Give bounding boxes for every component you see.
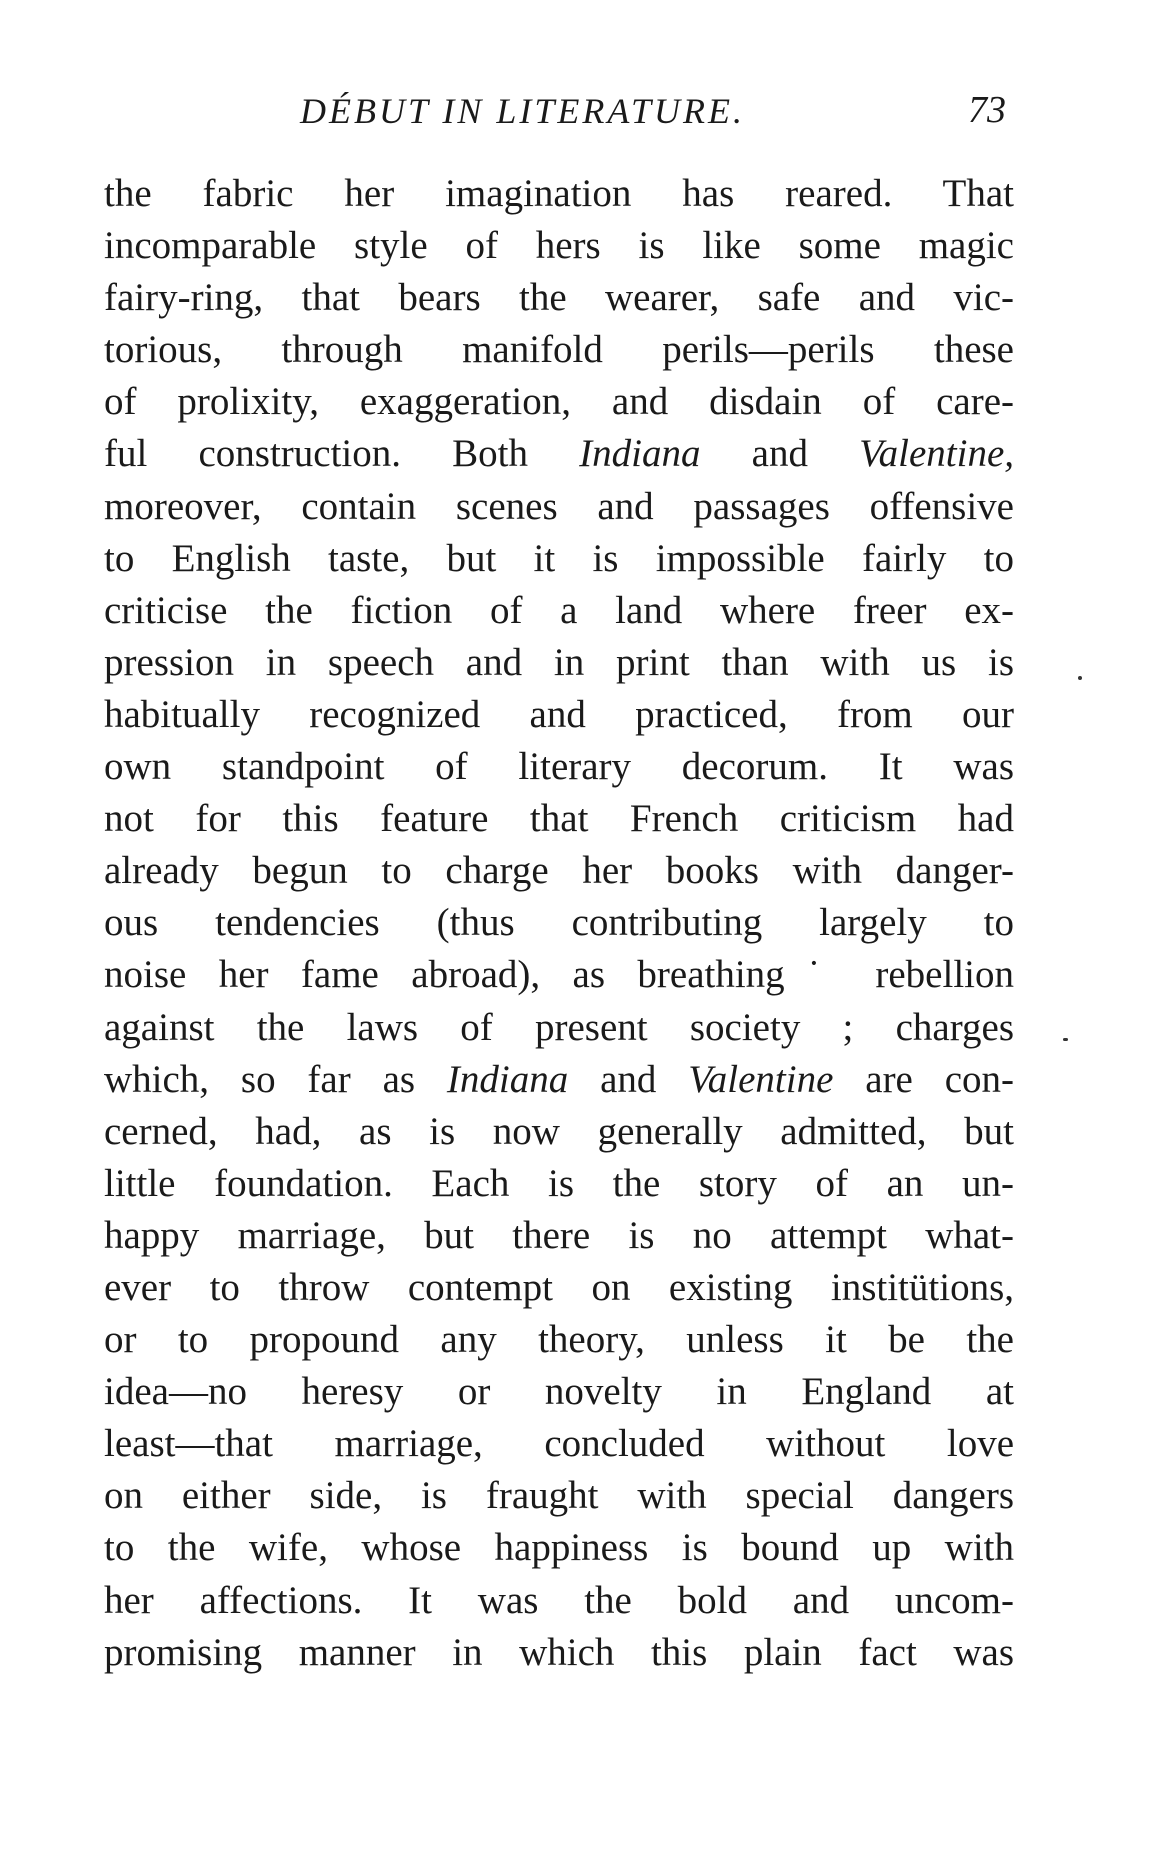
print-speck <box>1063 1038 1068 1041</box>
text-run: promising manner in which this plain fact was <box>104 1630 1014 1674</box>
running-title: DÉBUT IN LITERATURE. <box>300 91 746 131</box>
text-line <box>104 1366 1014 1418</box>
text-line <box>104 481 1014 533</box>
text-line <box>104 1522 1014 1574</box>
text-line <box>104 793 1014 845</box>
text-run: ous tendencies (thus contributing largely to <box>104 901 1014 945</box>
text-line <box>104 845 1014 897</box>
text-line <box>104 1262 1014 1314</box>
text-run: not for this feature that French criticism had <box>104 797 1014 841</box>
text-run: on either side, is fraught with special dangers <box>104 1474 1014 1518</box>
page-number: 73 <box>968 89 1006 131</box>
text-line <box>104 1314 1014 1366</box>
text-line <box>104 949 1014 1001</box>
print-speck <box>1078 676 1082 680</box>
text-run: of prolixity, exaggeration, and disdain of care- <box>104 380 1014 424</box>
text-run: against the laws of present society ; charges <box>104 1005 1014 1049</box>
text-run: noise her fame abroad), as breathing˙ rebellion <box>104 953 1014 997</box>
text-line <box>104 324 1014 376</box>
text-line <box>104 533 1014 585</box>
text-line <box>104 168 1014 220</box>
text-line <box>104 1054 1014 1106</box>
text-line <box>104 585 1014 637</box>
text-run: and <box>568 1057 689 1101</box>
text-run: to English taste, but it is impossible fairly to <box>104 536 1014 580</box>
text-line <box>104 272 1014 324</box>
text-line <box>104 220 1014 272</box>
text-run: which, so far as <box>104 1057 447 1101</box>
text-line <box>104 376 1014 428</box>
text-line <box>104 741 1014 793</box>
text-line <box>104 1106 1014 1158</box>
text-line <box>104 1470 1014 1522</box>
text-line <box>104 1418 1014 1470</box>
text-line <box>104 1627 1014 1679</box>
text-line <box>104 1575 1014 1627</box>
text-line <box>104 689 1014 741</box>
text-run: are con- <box>833 1057 1015 1101</box>
italic-title: Indiana <box>446 1057 569 1101</box>
text-line <box>104 897 1014 949</box>
text-run: criticise the fiction of a land where freer ex- <box>104 588 1014 632</box>
text-run: ful construction. Both <box>104 432 580 476</box>
text-run: fairy-ring, that bears the wearer, safe and vic- <box>104 276 1014 320</box>
text-run: idea—no heresy or novelty in England at <box>104 1370 1014 1414</box>
text-run: her affections. It was the bold and uncom- <box>104 1578 1014 1622</box>
text-run: pression in speech and in print than with us is <box>104 640 1014 684</box>
italic-title: Valentine, <box>859 432 1015 476</box>
text-run: to the wife, whose happiness is bound up with <box>104 1526 1014 1570</box>
text-run: little foundation. Each is the story of an un- <box>104 1161 1014 1205</box>
text-run: incomparable style of hers is like some magic <box>104 224 1014 268</box>
text-run: least—that marriage, concluded without love <box>104 1422 1014 1466</box>
text-line <box>104 1210 1014 1262</box>
text-line <box>104 1158 1014 1210</box>
text-run: already begun to charge her books with danger- <box>104 849 1014 893</box>
text-line <box>104 428 1014 480</box>
text-run: habitually recognized and practiced, from our <box>104 692 1014 736</box>
text-line <box>104 1002 1014 1054</box>
text-run: own standpoint of literary decorum. It was <box>104 745 1014 789</box>
text-run: happy marriage, but there is no attempt what- <box>104 1213 1014 1257</box>
text-run: cerned, had, as is now generally admitted, but <box>104 1109 1014 1153</box>
text-run: moreover, contain scenes and passages offensive <box>104 484 1014 528</box>
text-line <box>104 637 1014 689</box>
text-run: ever to throw contempt on existing institütions, <box>104 1265 1014 1309</box>
body-text <box>104 168 1014 1679</box>
text-run: the fabric her imagination has reared. That <box>104 172 1014 215</box>
text-run: torious, through manifold perils—perils these <box>104 328 1014 372</box>
italic-title: Valentine <box>688 1057 834 1101</box>
text-run: and <box>700 432 860 476</box>
italic-title: Indiana <box>579 432 701 476</box>
text-run: or to propound any theory, unless it be the <box>104 1318 1014 1362</box>
